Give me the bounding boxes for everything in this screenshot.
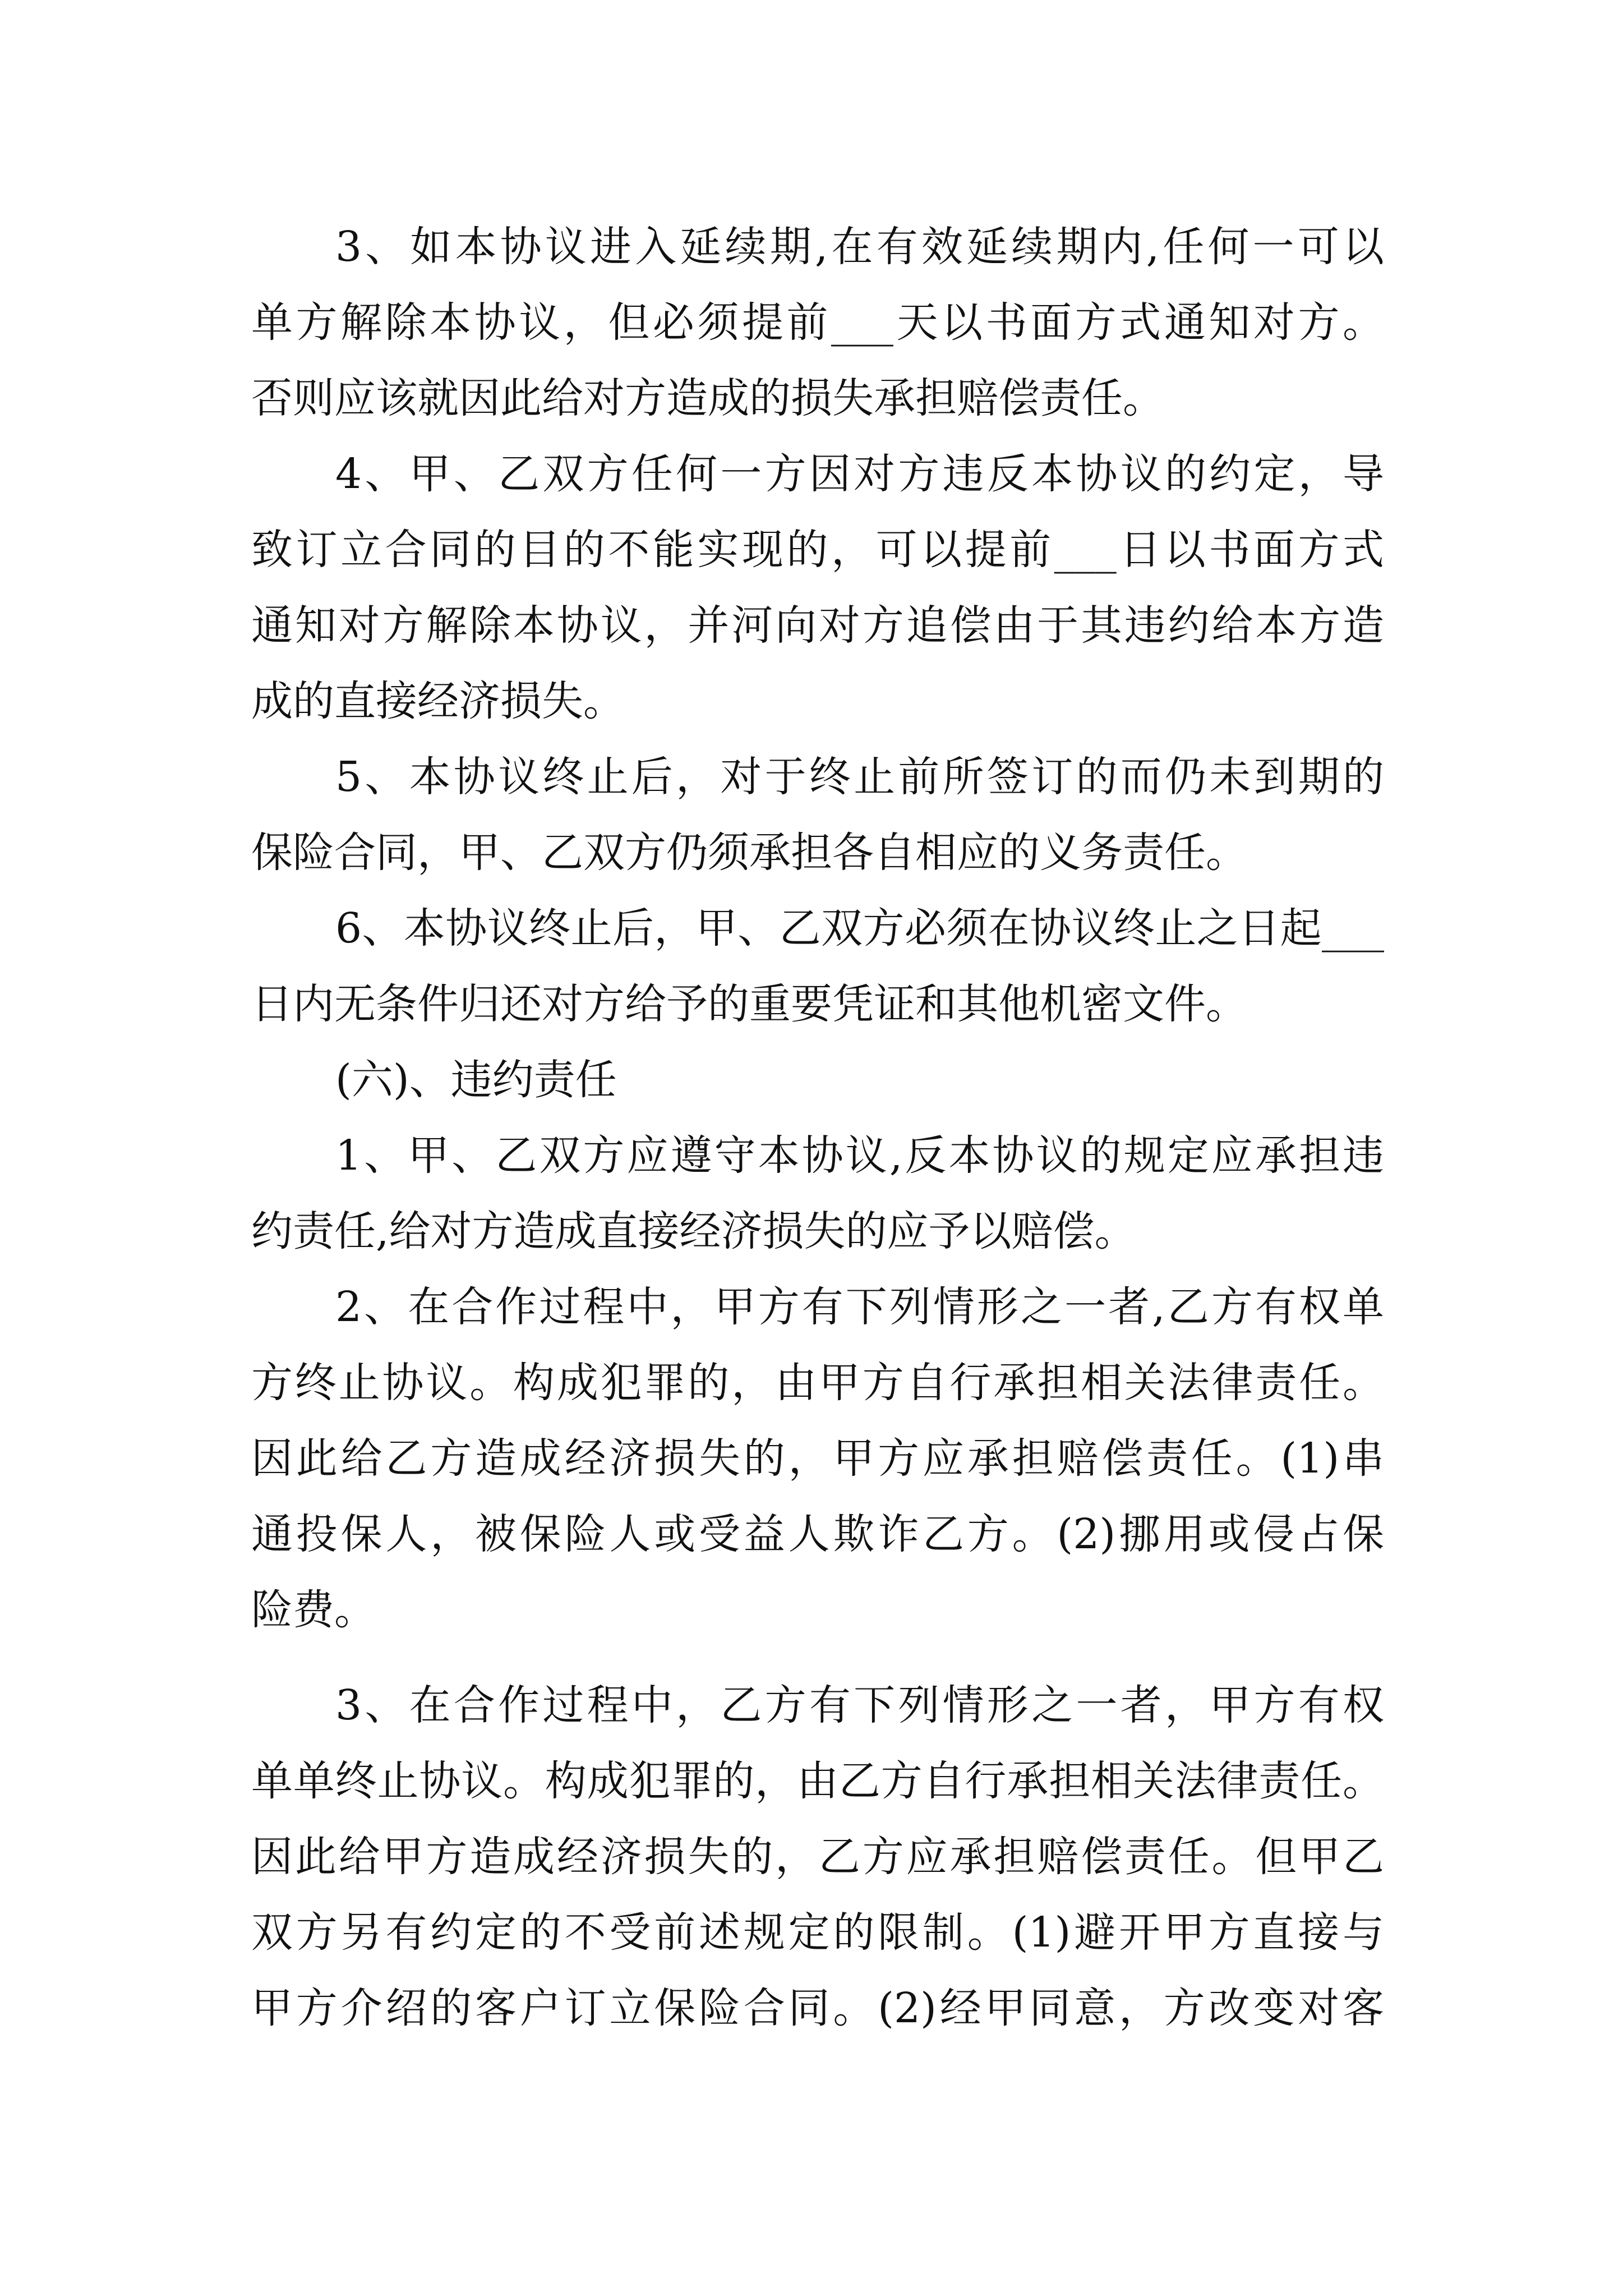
paragraph-line: 因此给甲方造成经济损失的，乙方应承担赔偿责任。但甲乙 xyxy=(251,1833,1384,1881)
paragraph-line: 因此给乙方造成经济损失的，甲方应承担赔偿责任。(1)串 xyxy=(251,1434,1384,1483)
paragraph-line: 5、本协议终止后，对于终止前所签订的而仍未到期的 xyxy=(335,753,1384,801)
paragraph-line: 险费。 xyxy=(251,1586,376,1634)
paragraph-line: 双方另有约定的不受前述规定的限制。(1)避开甲方直接与 xyxy=(251,1908,1384,1957)
paragraph-line: 甲方介绍的客户订立保险合同。(2)经甲同意，方改变对客 xyxy=(251,1984,1384,2032)
paragraph-line: 方终止协议。构成犯罪的，由甲方自行承担相关法律责任。 xyxy=(251,1359,1384,1407)
paragraph-line: 6、本协议终止后，甲、乙双方必须在协议终止之日起___ xyxy=(335,904,1384,953)
paragraph-line: 保险合同，甲、乙双方仍须承担各自相应的义务责任。 xyxy=(251,829,1247,877)
paragraph-line: 否则应该就因此给对方造成的损失承担赔偿责任。 xyxy=(251,374,1164,422)
paragraph-line: 约责任,给对方造成直接经济损失的应予以赔偿。 xyxy=(251,1207,1136,1255)
paragraph-line: 2、在合作过程中，甲方有下列情形之一者,乙方有权单 xyxy=(335,1283,1384,1331)
paragraph-line: 单单终止协议。构成犯罪的，由乙方自行承担相关法律责任。 xyxy=(251,1757,1384,1805)
paragraph-line: 4、甲、乙双方任何一方因对方违反本协议的约定，导 xyxy=(335,450,1384,498)
paragraph-line: 3、在合作过程中，乙方有下列情形之一者，甲方有权 xyxy=(335,1681,1384,1729)
paragraph-line: 单方解除本协议，但必须提前___天以书面方式通知对方。 xyxy=(251,298,1384,347)
paragraph-line: 1、甲、乙双方应遵守本协议,反本协议的规定应承担违 xyxy=(335,1131,1384,1180)
section-heading: (六)、违约责任 xyxy=(335,1056,617,1104)
paragraph-line: 致订立合同的目的不能实现的，可以提前___日以书面方式 xyxy=(251,526,1384,574)
paragraph-line: 成的直接经济损失。 xyxy=(251,677,625,725)
paragraph-line: 通投保人，被保险人或受益人欺诈乙方。(2)挪用或侵占保 xyxy=(251,1510,1384,1558)
paragraph-line: 通知对方解除本协议，并河向对方追偿由于其违约给本方造 xyxy=(251,601,1384,650)
paragraph-line: 3、如本协议进入延续期,在有效延续期内,任何一可以 xyxy=(335,223,1384,271)
paragraph-line: 日内无条件归还对方给予的重要凭证和其他机密文件。 xyxy=(251,980,1247,1028)
